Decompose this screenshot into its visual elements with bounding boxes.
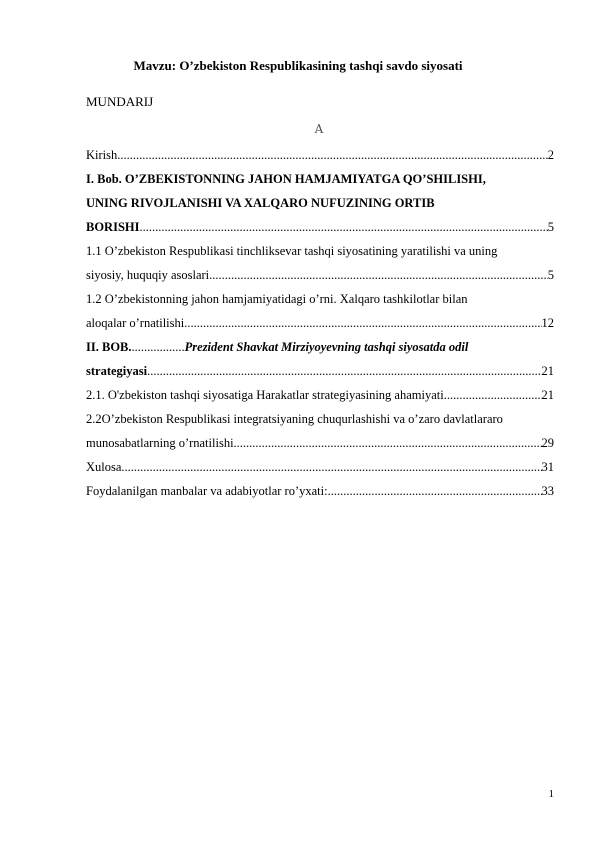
toc-entry-1-1[interactable]	[86, 263, 554, 287]
toc-entry-title: Foydalanilgan manbalar va adabiyotlar ro’yxati:	[86, 484, 328, 498]
toc-entry-2-1[interactable]	[86, 383, 554, 407]
toc-entry-title: Kirish	[86, 148, 118, 162]
toc-leader-dots	[328, 479, 542, 503]
toc-page-number: 5	[547, 220, 554, 234]
toc-leader-dots	[444, 383, 542, 407]
toc-leader-dots	[209, 263, 548, 287]
table-of-contents	[86, 143, 554, 503]
toc-chapter-label: II. BOB.	[86, 340, 132, 354]
toc-leader-dots	[140, 215, 548, 239]
toc-leader-dots	[184, 311, 541, 335]
toc-page-number: 33	[541, 484, 554, 498]
toc-entry-references[interactable]	[86, 479, 554, 503]
toc-entry-title: munosabatlarning o’rnatilishi	[86, 436, 234, 450]
toc-entry-kirish[interactable]	[86, 143, 554, 167]
toc-leader-dots	[121, 455, 541, 479]
toc-leader-dots	[147, 359, 541, 383]
toc-leader-dots: .................	[131, 340, 185, 354]
toc-leader-dots	[117, 143, 548, 167]
toc-entry-2-2[interactable]	[86, 431, 554, 455]
toc-entry-line: I. Bob. O’ZBEKISTONNING JAHON HAMJAMIYATGA QO’SHILISHI,	[86, 172, 486, 186]
toc-entry-title: Xulosa	[86, 460, 122, 474]
toc-page-number: 5	[547, 268, 554, 282]
page-number: 1	[548, 788, 554, 800]
toc-page-number: 29	[541, 436, 554, 450]
toc-page-number: 21	[541, 364, 554, 378]
contents-heading: MUNDARIJ	[86, 94, 154, 109]
toc-entry-title: siyosiy, huquqiy asoslari	[86, 268, 210, 282]
toc-entry-line: UNING RIVOJLANISHI VA XALQARO NUFUZINING ORTIB	[86, 196, 435, 210]
toc-entry-title: BORISHI	[86, 220, 140, 234]
toc-entry-title: 2.1. O'zbekiston tashqi siyosatiga Harakatlar strategiyasining ahamiyati	[86, 388, 444, 402]
toc-entry-line: 1.1 O’zbekiston Respublikasi tinchliksevar tashqi siyosatining yaratilishi va uning	[86, 244, 498, 258]
toc-entry-1-2[interactable]	[86, 311, 554, 335]
toc-page-number: 21	[541, 388, 554, 402]
toc-page-number: 2	[547, 148, 554, 162]
contents-heading-letter: A	[314, 122, 324, 136]
toc-page-number: 31	[541, 460, 554, 474]
page-title: Mavzu: O’zbekiston Respublikasining tashqi savdo siyosati	[133, 58, 463, 73]
toc-entry-chapter-1[interactable]	[86, 215, 554, 239]
toc-entry-chapter-2[interactable]	[86, 359, 554, 383]
toc-entry-line	[86, 335, 554, 359]
toc-entry-title: aloqalar o’rnatilishi	[86, 316, 185, 330]
toc-chapter-title: Prezident Shavkat Mirziyoyevning tashqi siyosatda odil	[184, 340, 469, 354]
toc-entry-line: 1.2 O’zbekistonning jahon hamjamiyatidagi o’rni. Xalqaro tashkilotlar bilan	[86, 292, 468, 306]
toc-leader-dots	[234, 431, 542, 455]
toc-entry-line: 2.2O’zbekiston Respublikasi integratsiyaning chuqurlashishi va o’zaro davlatlararo	[86, 412, 503, 426]
toc-entry-title: strategiyasi	[86, 364, 148, 378]
toc-entry-xulosa[interactable]	[86, 455, 554, 479]
toc-page-number: 12	[541, 316, 554, 330]
